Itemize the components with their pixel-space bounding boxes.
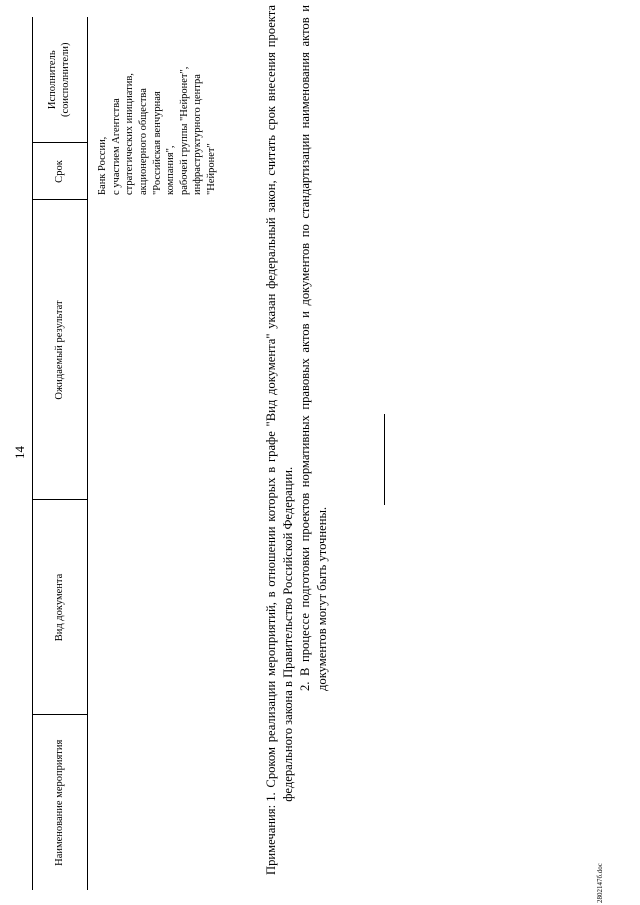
page-number: 14 xyxy=(12,446,27,459)
note-item-1-text: 1. Сроком реализации мероприятий, в отношении которых в графе "Вид документа" указан федеральный закон, считать срок внесения проекта федерального закона в Правительство Российской Федерации. xyxy=(264,5,295,802)
separator-line xyxy=(384,414,385,505)
notes-section xyxy=(263,5,331,875)
notes-label: Примечания: xyxy=(264,804,278,875)
note-item-2-text: 2. В процессе подготовки проектов нормативных правовых актов и документов по стандартизации наименования актов и документов могут быть уточнены. xyxy=(298,5,329,691)
measures-table-header xyxy=(32,17,88,890)
header-cell-measure-name: Наименование мероприятия xyxy=(33,715,88,890)
table-header-row xyxy=(33,17,88,890)
note-item-2 xyxy=(297,5,331,875)
executor-cell-text: Банк России, с участием Агентства стратегических инициатив, акционерного общества "Российская венчурная компания", рабочей группы "Нейронет", инфраструктурного центра "Нейронет" xyxy=(97,66,218,195)
header-cell-expected-result: Ожидаемый результат xyxy=(33,200,88,500)
note-item-1 xyxy=(263,5,297,875)
header-cell-deadline: Срок xyxy=(33,143,88,200)
header-cell-document-type: Вид документа xyxy=(33,500,88,715)
document-code: 2802147б.doc xyxy=(596,863,604,903)
header-cell-executor: Исполнитель (соисполнители) xyxy=(33,17,88,143)
